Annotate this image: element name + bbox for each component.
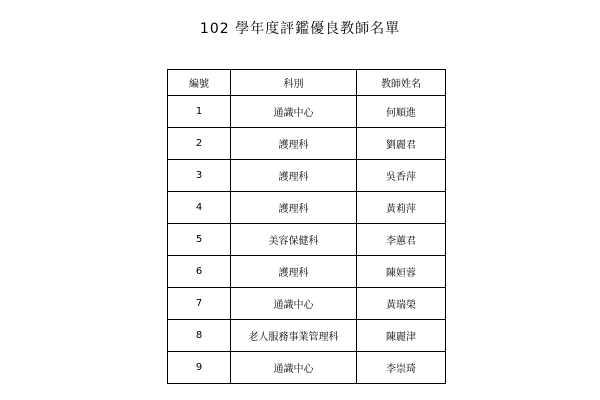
header-department: 科別 — [231, 70, 357, 96]
table-row — [168, 128, 446, 160]
excellent-teachers-table — [167, 69, 446, 384]
table-row — [168, 160, 446, 192]
table-row — [168, 352, 446, 384]
cell-teacher-name: 陳麗津 — [357, 320, 446, 352]
table-row — [168, 96, 446, 128]
table-row — [168, 288, 446, 320]
cell-department: 通識中心 — [231, 288, 357, 320]
cell-number: 1 — [168, 96, 231, 128]
header-teacher-name: 教師姓名 — [357, 70, 446, 96]
cell-department: 通識中心 — [231, 96, 357, 128]
cell-number: 3 — [168, 160, 231, 192]
cell-teacher-name: 何順進 — [357, 96, 446, 128]
document-title: 102 學年度評鑑優良教師名單 — [199, 21, 401, 37]
cell-teacher-name: 李蕙君 — [357, 224, 446, 256]
cell-teacher-name: 陳姮蓉 — [357, 256, 446, 288]
cell-department: 老人服務事業管理科 — [231, 320, 357, 352]
cell-department: 通識中心 — [231, 352, 357, 384]
cell-department: 護理科 — [231, 160, 357, 192]
cell-number: 2 — [168, 128, 231, 160]
table-row — [168, 256, 446, 288]
header-number: 編號 — [168, 70, 231, 96]
table-header-row — [168, 70, 446, 96]
cell-number: 6 — [168, 256, 231, 288]
cell-teacher-name: 劉麗君 — [357, 128, 446, 160]
cell-number: 9 — [168, 352, 231, 384]
cell-number: 8 — [168, 320, 231, 352]
cell-teacher-name: 黃莉萍 — [357, 192, 446, 224]
cell-number: 4 — [168, 192, 231, 224]
table-row — [168, 320, 446, 352]
table-row — [168, 192, 446, 224]
cell-number: 7 — [168, 288, 231, 320]
cell-teacher-name: 黃瑞榮 — [357, 288, 446, 320]
cell-teacher-name: 吳香萍 — [357, 160, 446, 192]
cell-department: 護理科 — [231, 192, 357, 224]
table-row — [168, 224, 446, 256]
cell-number: 5 — [168, 224, 231, 256]
cell-department: 護理科 — [231, 256, 357, 288]
cell-department: 美容保健科 — [231, 224, 357, 256]
cell-department: 護理科 — [231, 128, 357, 160]
cell-teacher-name: 李崇琦 — [357, 352, 446, 384]
